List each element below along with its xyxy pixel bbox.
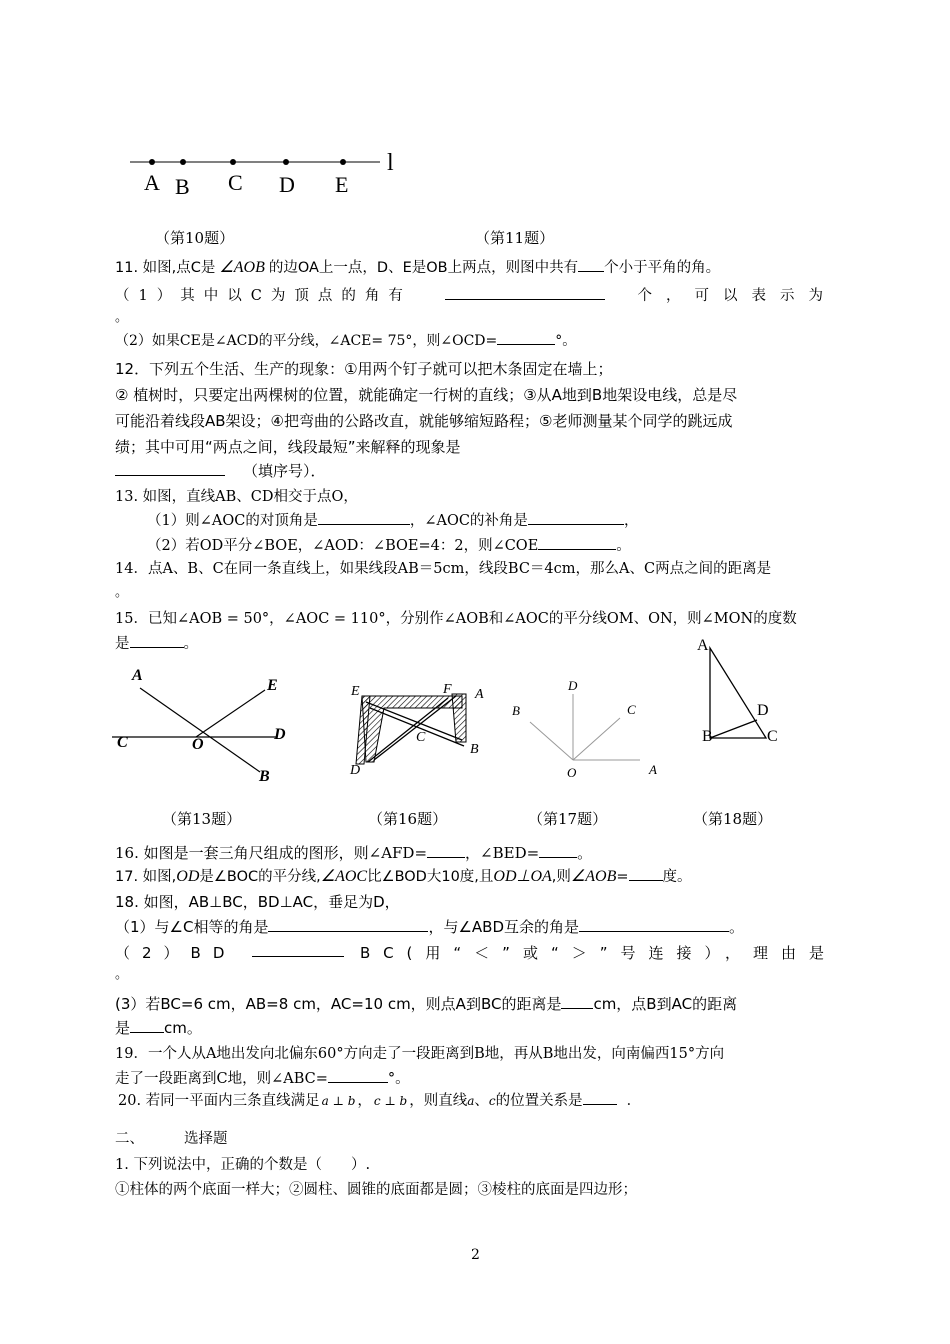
fig18-label-d: D <box>757 702 769 719</box>
q14-line1: 14．点A、B、C在同一条直线上，如果线段AB＝5cm，线段BC＝4cm，那么A、C两点之间的距离是 <box>115 561 772 577</box>
q11-blank-angles[interactable] <box>445 285 605 300</box>
q18-blank-compare[interactable] <box>252 942 344 957</box>
q13-line1: 13. 如图，直线AB、CD相交于点O， <box>115 489 358 505</box>
ray-oe <box>196 690 265 737</box>
q11-line2-end: 。 <box>115 310 129 325</box>
fig13-label-d: D <box>274 726 286 743</box>
q18-line2: （1）与∠C相等的角是 ，与∠ABD互余的角是 。 <box>115 918 745 936</box>
q11-line3: （2）如果CE是∠ACD的平分线，∠ACE= 75°，则∠OCD= °。 <box>115 330 837 352</box>
fig13-label-a: A <box>132 667 143 684</box>
segment-bd <box>710 720 757 738</box>
q14-line2: 。 <box>115 585 129 600</box>
fig10-label-b: B <box>175 174 190 199</box>
q17-blank[interactable] <box>629 866 663 881</box>
fig17-label-c: C <box>627 702 636 717</box>
q12-blank[interactable] <box>115 461 225 476</box>
fig10-label-a: A <box>144 170 160 195</box>
q15-line2: 是 。 <box>115 633 837 655</box>
ray-ob <box>530 722 573 760</box>
q13-blank-vertical[interactable] <box>318 510 410 525</box>
fig13-label-c: C <box>117 734 128 751</box>
q20-blank[interactable] <box>583 1090 617 1105</box>
q17-line: 17. 如图,OD是∠BOC的平分线,∠AOC比∠BOD大10度,且OD⊥OA,则∠AOB= 度。 <box>115 868 692 885</box>
point-b <box>180 159 186 165</box>
q18-line5: 是 cm。 <box>115 1019 202 1037</box>
fig10-label-c: C <box>228 170 243 195</box>
fig13-label-e: E <box>267 677 278 694</box>
fig10-label-l: l <box>387 150 394 176</box>
fig17-label-o: O <box>567 765 577 780</box>
figure-18 <box>700 642 780 742</box>
fig13-label-b: B <box>259 768 270 785</box>
fig10-label-e: E <box>335 172 349 197</box>
q15-blank[interactable] <box>130 633 184 648</box>
q16-blank-afd[interactable] <box>427 843 465 858</box>
q18-blank-complement-abd[interactable] <box>579 917 729 932</box>
fig16-label-a: A <box>475 687 484 702</box>
q13-line3: （2）若OD平分∠BOE，∠AOD：∠BOE=4：2，则∠COE 。 <box>147 535 869 557</box>
fig16-label-b: B <box>470 742 479 757</box>
q18-line1: 18. 如图，AB⊥BC，BD⊥AC，垂足为D， <box>115 893 400 911</box>
fig17-label-a: A <box>649 762 657 777</box>
fig16-label-e: E <box>351 684 360 699</box>
fig17-label-b: B <box>512 703 520 718</box>
q18-line3-end: 。 <box>115 967 129 982</box>
point-d <box>283 159 289 165</box>
point-c <box>230 159 236 165</box>
q11-blank-ocd[interactable] <box>497 330 555 345</box>
caption-q11: （第11题） <box>475 229 555 247</box>
line-ab <box>140 688 260 772</box>
caption-q17: （第17题） <box>528 810 608 828</box>
q19-line1: 19．一个人从A地出发向北偏东60°方向走了一段距离到B地，再从B地出发，向南偏西15°方向 <box>115 1046 725 1062</box>
q13-blank-supplement[interactable] <box>528 510 624 525</box>
q13-line2: （1）则∠AOC的对顶角是 ，∠AOC的补角是 ， <box>147 510 869 532</box>
q18-line4: (3）若BC=6 cm，AB=8 cm，AC=10 cm，则点A到BC的距离是 cm，点B到AC的距离 <box>115 995 738 1013</box>
fig18-label-b: B <box>702 728 713 745</box>
q16-line: 16. 如图是一套三角尺组成的图形，则∠AFD= ，∠BED= 。 <box>115 844 593 862</box>
q13-blank-coe[interactable] <box>538 535 616 550</box>
fig17-label-d: D <box>568 678 578 693</box>
q12-line2: ② 植树时，只要定出两棵树的位置，就能确定一行树的直线；③从A地到B地架设电线，总是尽 <box>115 386 738 404</box>
q20-line: 20. 若同一平面内三条直线满足 a ⊥ b ， c ⊥ b ，则直线a、c的位置关系是 ． <box>118 1090 840 1112</box>
page-number: 2 <box>471 1247 480 1263</box>
q19-blank[interactable] <box>328 1068 388 1083</box>
point-a <box>149 159 155 165</box>
q18-blank-b-to-ac[interactable] <box>130 1018 164 1033</box>
fig10-label-d: D <box>279 172 295 197</box>
q12-line4: 绩；其中可用“两点之间，线段最短”来解释的现象是 <box>115 438 461 456</box>
q18-line3: （2）BD BC(用“＜”或“＞”号连接），理由是 <box>115 944 837 962</box>
caption-q10: （第10题） <box>155 229 235 247</box>
q12-line5: （填序号）． <box>115 460 837 482</box>
mc1-line1: 1. 下列说法中，正确的个数是（ ）. <box>115 1157 371 1173</box>
q15-line1: 15．已知∠AOB = 50°，∠AOC = 110°，分别作∠AOB和∠AOC的平分线OM、ON，则∠MON的度数 <box>115 611 797 627</box>
ray-oc <box>573 718 620 760</box>
q18-blank-a-to-bc[interactable] <box>561 994 593 1009</box>
caption-q13: （第13题） <box>162 810 242 828</box>
triangle-ruler-right <box>452 694 466 742</box>
q12-line1: 12．下列五个生活、生产的现象：①用两个钉子就可以把木条固定在墙上； <box>115 360 613 378</box>
fig16-label-c: C <box>416 730 426 745</box>
q19-line2: 走了一段距离到C地，则∠ABC= °。 <box>115 1068 837 1090</box>
mc1-line2: ①柱体的两个底面一样大；②圆柱、圆锥的底面都是圆；③棱柱的底面是四边形； <box>115 1182 637 1198</box>
fig18-label-a: A <box>697 637 709 654</box>
q11-line2: （1）其中以C为顶点的角有 个，可以表示为 <box>115 285 837 307</box>
q11-blank-count[interactable] <box>578 257 604 272</box>
q18-blank-equal-c[interactable] <box>268 917 428 932</box>
fig16-label-f: F <box>443 682 452 697</box>
fig18-label-c: C <box>767 728 778 745</box>
q11-line1: 11. 如图,点C是 ∠AOB 的边OA上一点，D、E是OB上两点，则图中共有 个小于平角的角。 <box>115 259 721 276</box>
section2-heading: 二、 选择题 <box>115 1131 228 1147</box>
q12-line3: 可能沿着线段AB架设；④把弯曲的公路改直，就能够缩短路程；⑤老师测量某个同学的跳远成 <box>115 412 733 430</box>
caption-q16: （第16题） <box>368 810 448 828</box>
point-e <box>340 159 346 165</box>
caption-q18: （第18题） <box>693 810 773 828</box>
figure-10 <box>128 150 418 200</box>
fig16-label-d: D <box>350 763 361 778</box>
fig13-label-o: O <box>192 736 204 753</box>
q16-blank-bed[interactable] <box>539 843 577 858</box>
triangle-abc <box>710 648 766 738</box>
